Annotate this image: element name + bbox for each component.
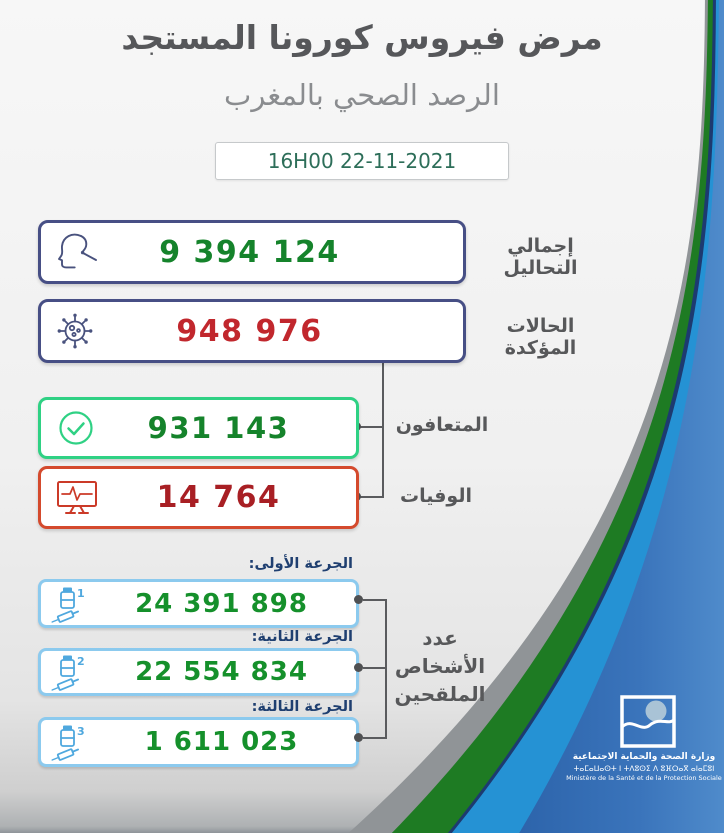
bracket-dot-dose-3	[354, 733, 363, 742]
dose-3-value: 1 611 023	[144, 727, 299, 757]
vaccine-vial-icon-1	[49, 584, 93, 624]
vaccine-vial-icon-2	[49, 652, 93, 692]
vaccinated-people-line2: الأشخاص	[394, 654, 486, 678]
bracket-h-dose-3	[363, 737, 386, 739]
recovered-label: المتعافون	[395, 414, 489, 436]
deaths-label: الوفيات	[400, 485, 472, 507]
check-circle-icon	[57, 409, 95, 447]
tests-label: إجمالي التحاليل	[503, 235, 578, 279]
page-title: مرض فيروس كورونا المستجد	[121, 18, 603, 57]
dose-box-2	[38, 648, 359, 696]
stat-box-confirmed	[38, 299, 466, 363]
vaccinated-people-label	[390, 624, 490, 708]
confirmed-label: الحالات المؤكدة	[504, 315, 577, 359]
dose-2-label: الجرعة الثانية:	[251, 629, 353, 645]
tests-value: 9 394 124	[159, 234, 340, 270]
deaths-value: 14 764	[156, 480, 281, 515]
bracket-vertical-doses	[385, 599, 387, 739]
stat-box-recovered	[38, 397, 359, 459]
ministry-name-tifinagh: ⵜⴰⵎⴰⵡⴰⵙⵜ ⵏ ⵜⴷⵓⵙⵉ ⴷ ⵓⴼⵔⴰⴳ ⴰⵏⴰⵎⵓⵏ	[573, 764, 715, 773]
heart-monitor-icon	[55, 479, 99, 517]
ministry-name-french: Ministère de la Santé et de la Protection Sociale	[566, 774, 722, 782]
virus-icon	[53, 309, 97, 353]
stat-box-tests	[38, 220, 466, 284]
report-datetime: 16H00 22-11-2021	[215, 142, 509, 180]
vaccinated-people-line1: عدد	[422, 626, 458, 650]
ministry-logo-icon	[619, 694, 677, 750]
dose-3-badge: 3	[77, 725, 85, 738]
dose-1-label: الجرعة الأولى:	[248, 556, 353, 572]
dose-2-value: 22 554 834	[135, 657, 308, 687]
confirmed-value: 948 976	[176, 313, 323, 349]
vaccinated-people-line3: الملقحين	[394, 682, 486, 706]
dose-box-3	[38, 717, 359, 767]
connector-recovered	[360, 426, 383, 428]
ministry-name-arabic: وزارة الصحة والحماية الاجتماعية	[572, 752, 716, 762]
bracket-h-dose-2	[363, 667, 386, 669]
swab-test-icon	[53, 229, 99, 275]
dose-1-badge: 1	[77, 586, 85, 600]
stat-box-deaths	[38, 466, 359, 529]
bracket-dot-dose-1	[354, 595, 363, 604]
dose-box-1	[38, 579, 359, 628]
bracket-h-dose-1	[363, 599, 386, 601]
bracket-dot-dose-2	[354, 663, 363, 672]
recovered-value: 931 143	[147, 411, 290, 445]
dose-2-badge: 2	[77, 655, 85, 668]
dose-1-value: 24 391 898	[135, 588, 308, 619]
connector-deaths	[360, 496, 383, 498]
dose-3-label: الجرعة الثالثة:	[251, 699, 353, 715]
vaccine-vial-icon-3	[49, 722, 93, 762]
page-subtitle: الرصد الصحي بالمغرب	[224, 78, 500, 112]
